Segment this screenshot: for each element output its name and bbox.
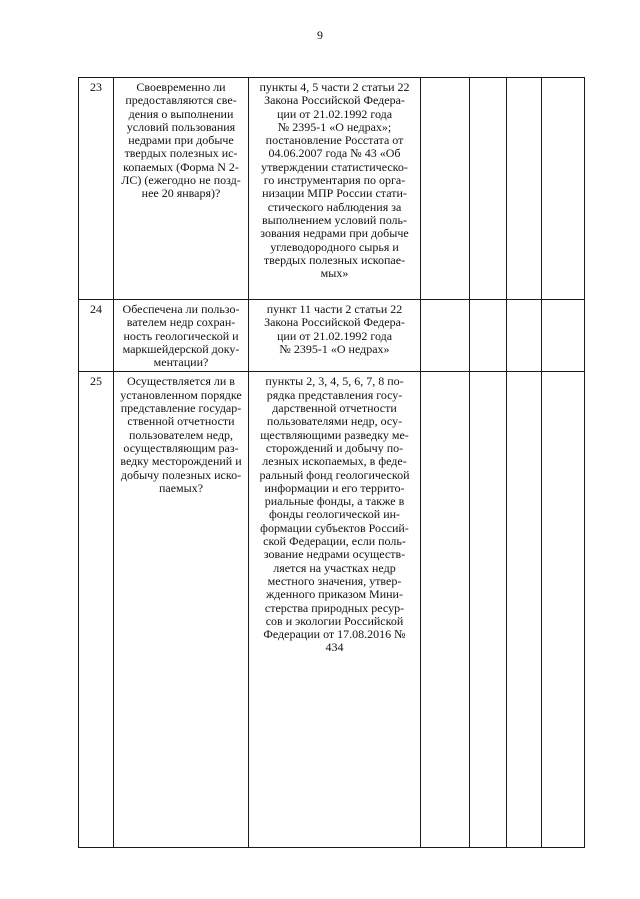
legal-reference-cell: пункт 11 части 2 статьи 22 Закона Российской Федера- ции от 21.02.1992 года № 2395-1 «О недрах» xyxy=(249,300,421,372)
question-cell: Обеспечена ли пользо- вателем недр сохран- ность геологической и маркшейдерской доку- ментации? xyxy=(114,300,249,372)
question-cell: Своевременно ли предоставляются све- дения о выполнении условий пользования недрами при добыче твердых полезных ис- копаемых (Форма N 2- ЛС) (ежегодно не позд- нее 20 января)? xyxy=(114,78,249,300)
legal-reference-cell: пункты 2, 3, 4, 5, 6, 7, 8 по- рядка представления госу- дарственной отчетности пользователями недр, осу- ществляющими разведку ме- сторождений и добычу по- лезных ископаемых, в феде- ральный фонд геологической информации и его террито- риальные фонды, а также в фонды геологической ин- формации субъектов Россий- ской Федерации, если поль- зование недрами осуществ- ляется на участках недр местного значения, утвер- жденного приказом Мини- стерства природных ресур- сов и экологии Российской Федерации от 17.08.2016 № 434 xyxy=(249,372,421,848)
answer-cell-empty xyxy=(542,78,585,300)
table-row xyxy=(79,300,585,372)
answer-cell-empty xyxy=(507,300,542,372)
answer-cell-empty xyxy=(507,372,542,848)
question-cell: Осуществляется ли в установленном порядке представление государ- ственной отчетности пользователем недр, осуществляющим раз- ведку месторождений и добычу полезных иско- паемых? xyxy=(114,372,249,848)
row-number: 25 xyxy=(79,372,114,848)
row-number: 23 xyxy=(79,78,114,300)
answer-cell-empty xyxy=(421,78,470,300)
table-row xyxy=(79,372,585,848)
answer-cell-empty xyxy=(421,372,470,848)
answer-cell-empty xyxy=(470,300,507,372)
answer-cell-empty xyxy=(421,300,470,372)
answer-cell-empty xyxy=(542,372,585,848)
answer-cell-empty xyxy=(470,78,507,300)
row-number: 24 xyxy=(79,300,114,372)
answer-cell-empty xyxy=(542,300,585,372)
table-row xyxy=(79,78,585,300)
page-number: 9 xyxy=(317,28,323,42)
answer-cell-empty xyxy=(470,372,507,848)
checklist-table xyxy=(78,77,585,848)
answer-cell-empty xyxy=(507,78,542,300)
legal-reference-cell: пункты 4, 5 части 2 статьи 22 Закона Российской Федера- ции от 21.02.1992 года № 2395-1 «О недрах»; постановление Росстата от 04.06.2007 года № 43 «Об утверждении статистическо- го инструментария по орга- низации МПР России стати- стического наблюдения за выполнением условий поль- зования недрами при добыче углеводородного сырья и твердых полезных ископае- мых» xyxy=(249,78,421,300)
